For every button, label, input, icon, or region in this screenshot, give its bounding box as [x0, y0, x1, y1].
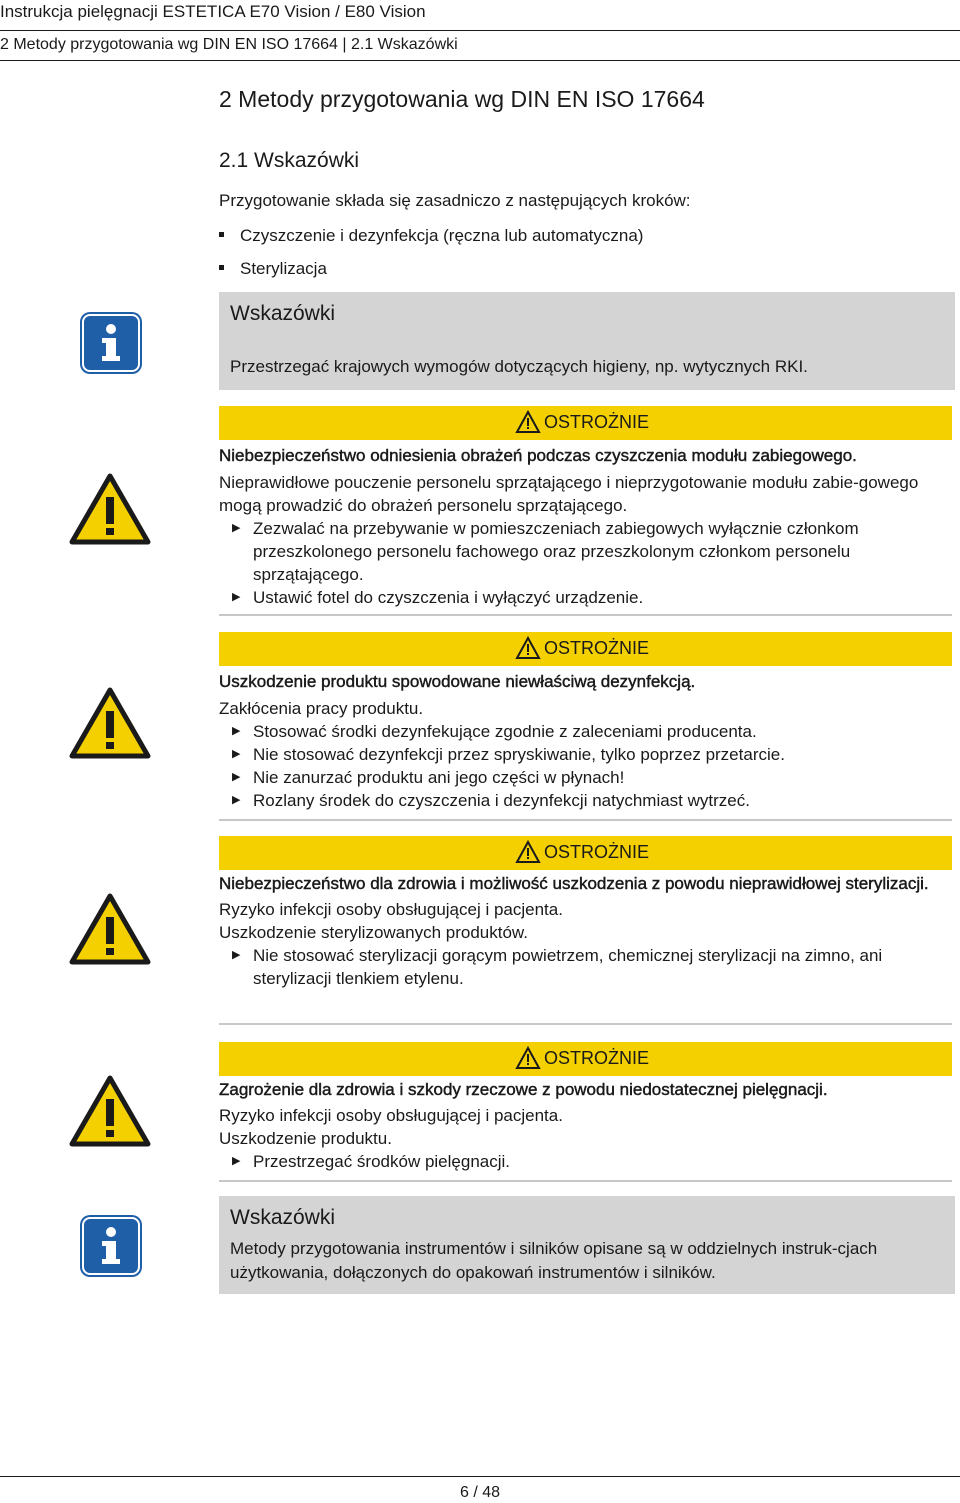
- warning-text: Uszkodzenie sterylizowanych produktów.: [219, 923, 528, 942]
- warning-action: ▶ Nie stosować dezynfekcji przez spryskiwanie, tylko poprzez przetarcie.: [219, 743, 952, 766]
- warning-action: ▶ Przestrzegać środków pielęgnacji.: [219, 1150, 952, 1173]
- warning-divider: [219, 1023, 952, 1025]
- warning-triangle-icon: [69, 1075, 151, 1147]
- small-warning-icon: [515, 410, 541, 434]
- chapter-heading: 2 Metody przygotowania wg DIN EN ISO 17664: [219, 86, 705, 112]
- warning-body: [219, 444, 952, 609]
- warning-label: OSTROŻNIE: [544, 412, 650, 432]
- note-text: Metody przygotowania instrumentów i silników opisane są w oddzielnych instruk-cjach użytkowania, dołączonych do opakowań instrumentów i silników.: [230, 1239, 878, 1282]
- bullet-square-icon: [219, 232, 224, 237]
- intro-text: Przygotowanie składa się zasadniczo z następujących kroków:: [219, 191, 691, 210]
- warning-divider: [219, 1180, 952, 1182]
- warning-action: ▶ Nie stosować sterylizacji gorącym powietrzem, chemicznej sterylizacji na zimno, ani sterylizacji tlenkiem etylenu.: [219, 944, 952, 990]
- warning-text: Nieprawidłowe pouczenie personelu sprzątającego i nieprzygotowanie modułu zabie-gowego mogą prowadzić do obrażeń personelu sprzątającego.: [219, 473, 919, 515]
- small-warning-icon: [515, 840, 541, 864]
- warning-headline: Niebezpieczeństwo odniesienia obrażeń podczas czyszczenia modułu zabiegowego.: [219, 446, 857, 465]
- warning-headline: Niebezpieczeństwo dla zdrowia i możliwość uszkodzenia z powodu nieprawidłowej sterylizacji.: [219, 874, 929, 893]
- warning-action: ▶ Rozlany środek do czyszczenia i dezynfekcji natychmiast wytrzeć.: [219, 789, 952, 812]
- warning-text: Uszkodzenie produktu.: [219, 1129, 392, 1148]
- note-title: Wskazówki: [230, 302, 336, 325]
- warning-triangle-icon: [69, 473, 151, 545]
- note-box: [219, 1196, 955, 1294]
- warning-action: ▶ Zezwalać na przebywanie w pomieszczeniach zabiegowych wyłącznie członkom przeszkolonego personelu fachowego oraz przeszkolonym członkom personelu sprzątającego.: [219, 517, 952, 586]
- warning-label: OSTROŻNIE: [544, 842, 650, 862]
- footer-divider: [0, 1476, 960, 1477]
- info-icon: [82, 314, 140, 372]
- warning-text: Ryzyko infekcji osoby obsługującej i pacjenta.: [219, 1106, 563, 1125]
- warning-text: Zakłócenia pracy produktu.: [219, 699, 424, 718]
- warning-label: OSTROŻNIE: [544, 638, 650, 658]
- header-divider: [0, 30, 960, 31]
- warning-headline: Uszkodzenie produktu spowodowane niewłaściwą dezynfekcją.: [219, 672, 696, 691]
- note-title: Wskazówki: [230, 1206, 336, 1229]
- list-item: Sterylizacja: [219, 259, 327, 279]
- warning-banner: [219, 406, 952, 440]
- warning-banner: [219, 1042, 952, 1076]
- warning-body: [219, 872, 952, 990]
- note-text: Przestrzegać krajowych wymogów dotyczących higieny, np. wytycznych RKI.: [230, 357, 808, 376]
- header-divider-bottom: [0, 60, 960, 61]
- warning-action: ▶ Nie zanurzać produktu ani jego części w płynach!: [219, 766, 952, 789]
- warning-triangle-icon: [69, 687, 151, 759]
- document-title: Instrukcja pielęgnacji ESTETICA E70 Vision / E80 Vision: [0, 2, 426, 21]
- small-warning-icon: [515, 1046, 541, 1070]
- warning-body: [219, 670, 952, 812]
- warning-label: OSTROŻNIE: [544, 1048, 650, 1068]
- warning-triangle-icon: [69, 893, 151, 965]
- page-number: 6 / 48: [459, 1484, 501, 1501]
- small-warning-icon: [515, 636, 541, 660]
- warning-divider: [219, 614, 952, 616]
- section-heading: 2.1 Wskazówki: [219, 149, 360, 172]
- warning-text: Ryzyko infekcji osoby obsługującej i pacjenta.: [219, 900, 563, 919]
- warning-banner: [219, 632, 952, 666]
- warning-headline: Zagrożenie dla zdrowia i szkody rzeczowe z powodu niedostatecznej pielęgnacji.: [219, 1080, 828, 1099]
- list-item: Czyszczenie i dezynfekcja (ręczna lub automatyczna): [219, 226, 643, 246]
- info-icon: [82, 1217, 140, 1275]
- warning-action: ▶ Stosować środki dezynfekujące zgodnie z zaleceniami producenta.: [219, 720, 952, 743]
- bullet-square-icon: [219, 265, 224, 270]
- warning-body: [219, 1078, 952, 1173]
- breadcrumb: 2 Metody przygotowania wg DIN EN ISO 17664 | 2.1 Wskazówki: [0, 36, 458, 53]
- note-box: [219, 292, 955, 390]
- warning-action: ▶ Ustawić fotel do czyszczenia i wyłączyć urządzenie.: [219, 586, 952, 609]
- warning-divider: [219, 819, 952, 821]
- warning-banner: [219, 836, 952, 870]
